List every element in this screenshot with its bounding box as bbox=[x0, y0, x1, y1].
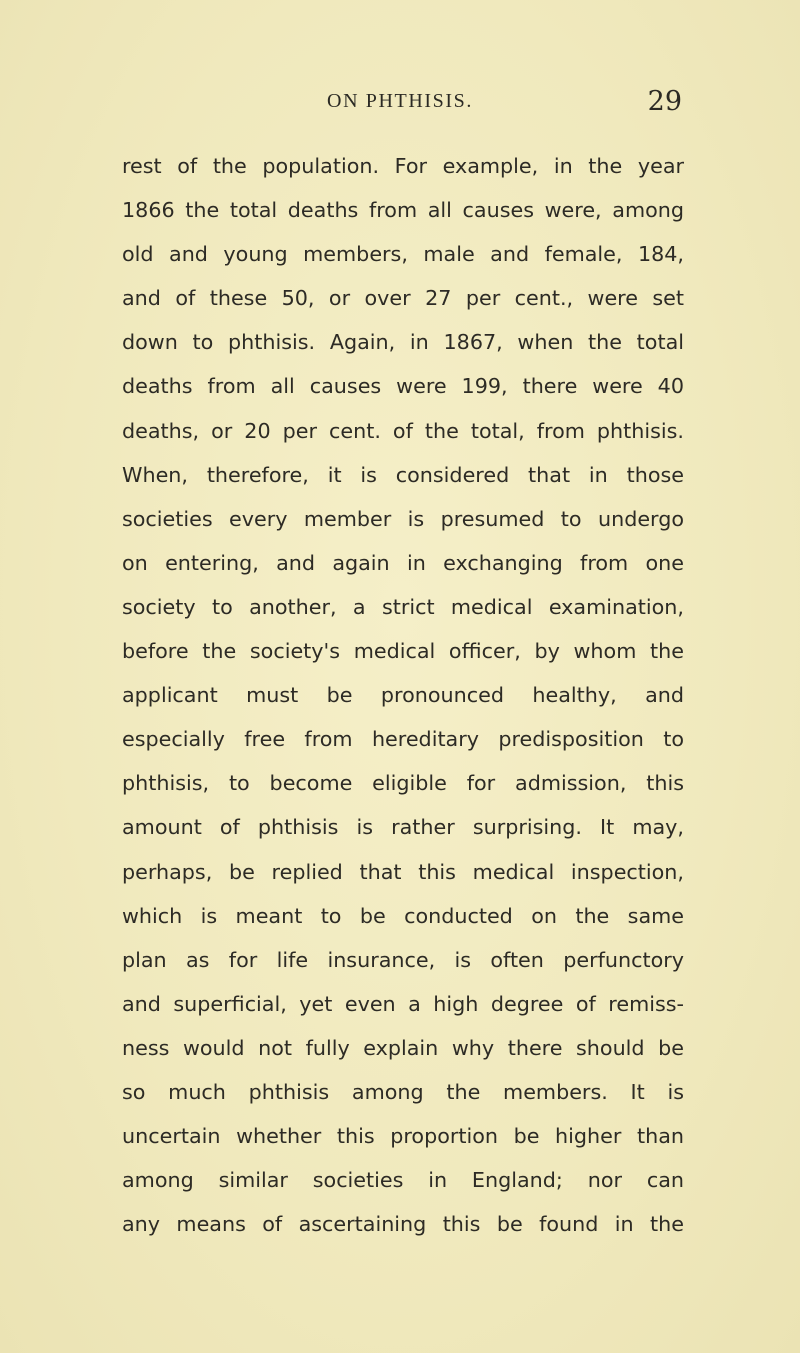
text-line: uncertain whether this proportion be higher than bbox=[122, 1124, 684, 1149]
text-line: so much phthisis among the members. It is bbox=[122, 1079, 684, 1104]
text-line: on entering, and again in exchanging from one bbox=[122, 550, 684, 575]
text-line: and superficial, yet even a high degree of remiss- bbox=[122, 991, 684, 1016]
text-line: When, therefore, it is considered that in those bbox=[122, 462, 684, 487]
text-line: which is meant to be conducted on the same bbox=[122, 903, 684, 928]
text-line: amount of phthisis is rather surprising. It may, bbox=[122, 815, 684, 840]
text-line: applicant must be pronounced healthy, and bbox=[122, 683, 684, 708]
text-line: ness would not fully explain why there should be bbox=[122, 1035, 684, 1060]
text-line: down to phthisis. Again, in 1867, when the total bbox=[122, 330, 684, 355]
text-line: deaths, or 20 per cent. of the total, from phthisis. bbox=[122, 418, 684, 443]
body-text bbox=[122, 144, 684, 1246]
running-title: ON PHTHISIS. bbox=[327, 90, 473, 112]
text-line: old and young members, male and female, 184, bbox=[122, 242, 684, 267]
text-line: deaths from all causes were 199, there were 40 bbox=[122, 374, 684, 399]
text-line: any means of ascertaining this be found in the bbox=[122, 1212, 684, 1237]
text-line: plan as for life insurance, is often perfunctory bbox=[122, 947, 684, 972]
text-line: before the society's medical officer, by whom the bbox=[122, 639, 684, 664]
text-line: especially free from hereditary predisposition to bbox=[122, 727, 684, 752]
text-line: 1866 the total deaths from all causes were, among bbox=[122, 198, 684, 223]
text-line: perhaps, be replied that this medical inspection, bbox=[122, 859, 684, 884]
text-line: societies every member is presumed to undergo bbox=[122, 506, 684, 531]
text-line: society to another, a strict medical examination, bbox=[122, 594, 684, 619]
running-head bbox=[0, 86, 800, 116]
text-line: rest of the population. For example, in the year bbox=[122, 154, 684, 178]
text-line: among similar societies in England; nor can bbox=[122, 1168, 684, 1193]
text-line: and of these 50, or over 27 per cent., were set bbox=[122, 286, 684, 311]
page-number: 29 bbox=[647, 86, 682, 117]
text-line: phthisis, to become eligible for admission, this bbox=[122, 771, 684, 796]
